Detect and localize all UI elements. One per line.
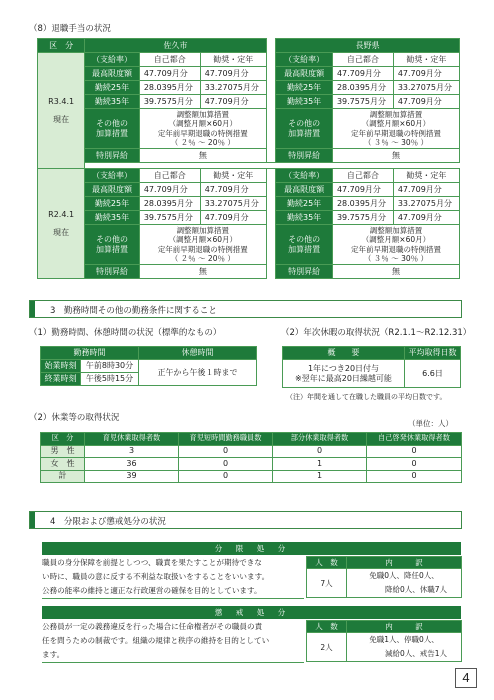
period-suffix: 現在 xyxy=(53,114,70,124)
period-cell xyxy=(38,169,85,279)
col-voluntary: 自己都合 xyxy=(139,169,200,183)
row-label: 勤続25年 xyxy=(85,197,140,211)
start-time-label: 始業時刻 xyxy=(41,360,81,373)
col-voluntary: 自己都合 xyxy=(332,53,393,67)
value-cell: 39.7575月分 xyxy=(332,95,393,109)
value-cell: 28.0395月分 xyxy=(139,197,200,211)
col-voluntary: 自己都合 xyxy=(332,169,393,183)
page-number: 4 xyxy=(455,668,477,688)
value-cell: 47.709月分 xyxy=(200,211,266,225)
value-cell: 47.709月分 xyxy=(393,67,459,81)
row-label: 勤続25年 xyxy=(276,197,333,211)
value-cell: 47.709月分 xyxy=(393,183,459,197)
header-average-days: 平均取得日数 xyxy=(405,347,461,360)
section-title-working-hours: 3 勤務時間その他の勤務条件に関すること xyxy=(50,306,217,316)
choukai-description: 公務員が一定の義務違反を行った場合に任命権者がその職員の責 任を問うための制裁です。組織の規律と秩序の維持を目的としてい ます。 xyxy=(42,622,270,659)
col-voluntary: 自己都合 xyxy=(139,53,200,67)
value-cell: 47.709月分 xyxy=(200,67,266,81)
leave-summary: 1年につき20日付与 ※翌年に最高20日繰越可能 xyxy=(283,360,405,388)
col-retirement: 勧奨・定年 xyxy=(393,53,459,67)
value-cell: 47.709月分 xyxy=(200,183,266,197)
annual-leave-table xyxy=(282,346,461,388)
choukai-count: 2人 xyxy=(307,633,347,662)
row-label: 勤続35年 xyxy=(276,95,333,109)
table-row: 計 39 0 1 0 xyxy=(41,470,462,483)
retirement-allowance-table xyxy=(37,38,460,279)
period-suffix: 現在 xyxy=(53,227,70,237)
value-cell: 47.709月分 xyxy=(200,95,266,109)
bungen-header: 分 限 処 分 xyxy=(42,542,461,555)
header-category: 区 分 xyxy=(41,433,85,446)
choukai-table xyxy=(306,620,462,662)
row-label: 勤続25年 xyxy=(85,81,140,95)
other-measures-label: その他の 加算措置 xyxy=(276,109,333,149)
subsection-title-work-time: （1）勤務時間、休憩時間の状況（標準的なもの） xyxy=(29,328,222,338)
bungen-breakdown: 免職0人、降任0人、 降給0人、休職7人 xyxy=(347,569,462,598)
header-saku: 佐久市 xyxy=(85,39,267,53)
value-cell: 47.709月分 xyxy=(139,183,200,197)
subsection-title-leave-status: （2）休業等の取得状況 xyxy=(29,413,120,423)
other-measures-label: その他の 加算措置 xyxy=(276,225,333,265)
period-label: R3.4.1 xyxy=(48,96,75,106)
row-label: 最高限度額 xyxy=(85,183,140,197)
row-label: 最高限度額 xyxy=(276,183,333,197)
value-cell: 28.0395月分 xyxy=(139,81,200,95)
divider xyxy=(42,662,304,663)
special-raise-value: 無 xyxy=(332,265,459,279)
row-label: 最高限度額 xyxy=(276,67,333,81)
row-label: 勤続25年 xyxy=(276,81,333,95)
col-retirement: 勧奨・定年 xyxy=(200,53,266,67)
special-raise-value: 無 xyxy=(139,149,266,163)
table-row: 男 性 3 0 0 0 xyxy=(41,445,462,458)
value-cell: 39.7575月分 xyxy=(139,211,200,225)
special-raise-label: 特別昇給 xyxy=(276,265,333,279)
value-cell: 47.709月分 xyxy=(139,67,200,81)
col-retirement: 勧奨・定年 xyxy=(200,169,266,183)
working-hours-table xyxy=(40,346,257,386)
section-bar-working-hours xyxy=(29,300,462,318)
header-breakdown: 内 訳 xyxy=(347,621,462,633)
header-summary: 概 要 xyxy=(283,347,405,360)
header-partial-leave: 部分休業取得者数 xyxy=(273,433,367,446)
col-retirement: 勧奨・定年 xyxy=(393,169,459,183)
other-measures-saku: 調整額加算措置 （調整月額×60月） 定年前早期退職の特例措置 （ ２％ ～ 20％ ） xyxy=(139,225,266,265)
bungen-table xyxy=(306,556,462,598)
section-bar-disciplinary xyxy=(29,511,462,529)
value-cell: 39.7575月分 xyxy=(332,211,393,225)
value-cell: 28.0395月分 xyxy=(332,81,393,95)
other-measures-label: その他の 加算措置 xyxy=(85,225,140,265)
value-cell: 28.0395月分 xyxy=(332,197,393,211)
other-measures-nagano: 調整額加算措置 （調整月額×60月） 定年前早期退職の特例措置 （ ３％ ～ 30％ ） xyxy=(332,225,459,265)
value-cell: 47.709月分 xyxy=(332,67,393,81)
value-cell: 47.709月分 xyxy=(393,211,459,225)
section-title-disciplinary: 4 分限および懲戒処分の状況 xyxy=(50,517,166,527)
special-raise-label: 特別昇給 xyxy=(276,149,333,163)
rate-label: （支給率） xyxy=(85,169,140,183)
period-cell xyxy=(38,53,85,169)
subsection-title-annual-leave: （2）年次休暇の取得状況（R2.1.1～R2.12.31） xyxy=(281,328,472,338)
choukai-breakdown: 免職1人、停職0人、 減給0人、戒告1人 xyxy=(347,633,462,662)
special-raise-label: 特別昇給 xyxy=(85,149,140,163)
value-cell: 33.27075月分 xyxy=(200,81,266,95)
end-time-value: 午後5時15分 xyxy=(81,373,139,386)
table-row: 女 性 36 0 1 0 xyxy=(41,458,462,471)
leave-average: 6.6日 xyxy=(405,360,461,388)
divider xyxy=(42,598,304,599)
special-raise-value: 無 xyxy=(332,149,459,163)
rate-label: （支給率） xyxy=(276,53,333,67)
header-childcare-leave: 育児休業取得者数 xyxy=(85,433,179,446)
leave-note: （注）年間を通して在職した職員の平均日数です。 xyxy=(286,393,447,401)
bungen-count: 7人 xyxy=(307,569,347,598)
header-category: 区 分 xyxy=(38,39,85,53)
break-time-value: 正午から午後１時まで xyxy=(139,360,257,386)
row-label: 最高限度額 xyxy=(85,67,140,81)
section-title-retirement: （8）退職手当の状況 xyxy=(29,24,111,34)
rate-label: （支給率） xyxy=(276,169,333,183)
choukai-header: 懲 戒 処 分 xyxy=(42,606,461,619)
value-cell: 47.709月分 xyxy=(332,183,393,197)
value-cell: 33.27075月分 xyxy=(393,81,459,95)
start-time-value: 午前8時30分 xyxy=(81,360,139,373)
row-label: 勤続35年 xyxy=(276,211,333,225)
bungen-description: 職員の身分保障を前提としつつ、職責を果たすことが期待できな い時に、職員の意に反する不利益な取扱いをすることをいいます。 公務の能率の維持と適正な行政運営の確保を目的としています。 xyxy=(42,558,270,595)
header-nagano: 長野県 xyxy=(276,39,460,53)
header-break-time: 休憩時間 xyxy=(139,347,257,360)
leave-status-table xyxy=(40,432,462,483)
unit-label: （単位：人） xyxy=(408,419,453,428)
header-count: 人 数 xyxy=(307,557,347,569)
end-time-label: 終業時刻 xyxy=(41,373,81,386)
row-label: 勤続35年 xyxy=(85,211,140,225)
special-raise-value: 無 xyxy=(139,265,266,279)
value-cell: 39.7575月分 xyxy=(139,95,200,109)
other-measures-label: その他の 加算措置 xyxy=(85,109,140,149)
other-measures-saku: 調整額加算措置 （調整月額×60月） 定年前早期退職の特例措置 （ ２％ ～ 20％ ） xyxy=(139,109,266,149)
rate-label: （支給率） xyxy=(85,53,140,67)
header-short-hours: 育児短時間勤務職員数 xyxy=(179,433,273,446)
header-count: 人 数 xyxy=(307,621,347,633)
special-raise-label: 特別昇給 xyxy=(85,265,140,279)
other-measures-nagano: 調整額加算措置 （調整月額×60月） 定年前早期退職の特例措置 （ ３％ ～ 30％ ） xyxy=(332,109,459,149)
row-label: 勤続35年 xyxy=(85,95,140,109)
header-self-development: 自己啓発休業取得者数 xyxy=(367,433,462,446)
value-cell: 33.27075月分 xyxy=(200,197,266,211)
value-cell: 33.27075月分 xyxy=(393,197,459,211)
header-work-hours: 勤務時間 xyxy=(41,347,139,360)
value-cell: 47.709月分 xyxy=(393,95,459,109)
period-label: R2.4.1 xyxy=(48,209,75,219)
header-breakdown: 内 訳 xyxy=(347,557,462,569)
